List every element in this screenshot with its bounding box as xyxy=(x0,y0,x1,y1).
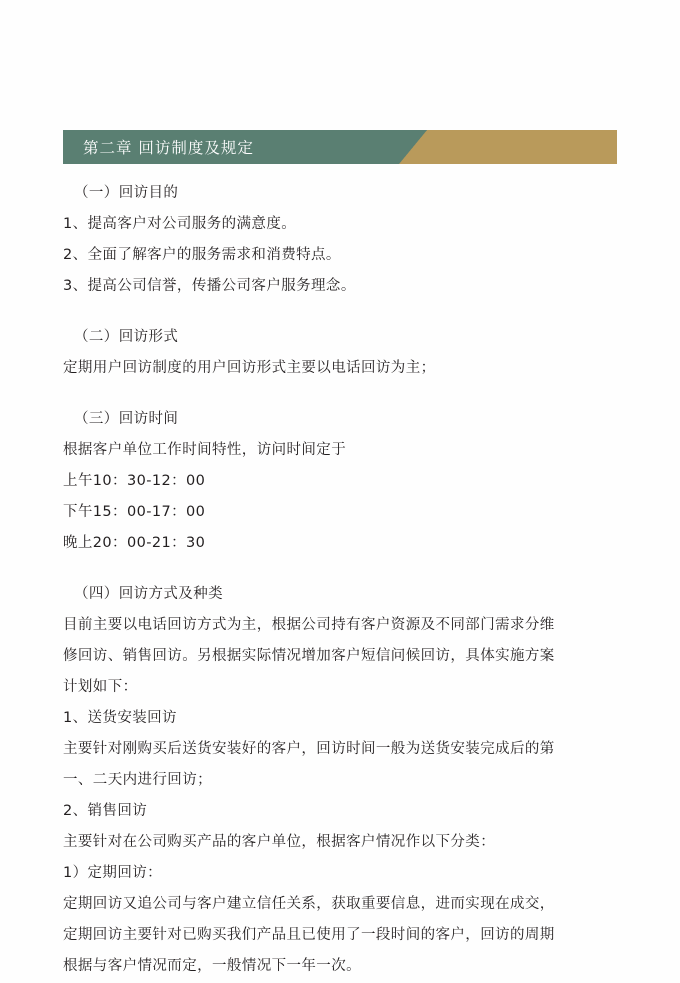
section-gap-3 xyxy=(63,559,623,579)
section-4-line-5: 主要针对刚购买后送货安装好的客户，回访时间一般为送货安装完成后的第 xyxy=(63,741,555,757)
section-3-line-1: 根据客户单位工作时间特性，访问时间定于 xyxy=(63,442,347,458)
section-4-line-6: 一、二天内进行回访； xyxy=(63,772,212,788)
section-4-heading: （四）回访方式及种类 xyxy=(74,586,223,602)
section-4-line-7: 2、销售回访 xyxy=(63,803,148,819)
section-4-line-3: 计划如下： xyxy=(63,679,138,695)
chapter-heading-bar xyxy=(63,130,617,164)
section-3 xyxy=(63,404,623,559)
section-1 xyxy=(63,178,623,302)
section-2-heading: （二）回访形式 xyxy=(74,329,179,345)
section-4-line-11: 定期回访主要针对已购买我们产品且已使用了一段时间的客户，回访的周期 xyxy=(63,927,555,943)
section-3-line-2: 上午10：30-12：00 xyxy=(63,473,206,489)
chapter-heading-accent-band xyxy=(427,130,617,164)
section-2-line-1: 定期用户回访制度的用户回访形式主要以电话回访为主； xyxy=(63,360,436,376)
section-4 xyxy=(63,579,623,982)
section-4-line-8: 主要针对在公司购买产品的客户单位，根据客户情况作以下分类： xyxy=(63,834,496,850)
document-body xyxy=(63,178,623,982)
section-4-line-1: 目前主要以电话回访方式为主，根据公司持有客户资源及不同部门需求分维 xyxy=(63,617,555,633)
section-4-line-9: 1）定期回访： xyxy=(63,865,163,881)
section-2 xyxy=(63,322,623,384)
section-1-line-2: 2、全面了解客户的服务需求和消费特点。 xyxy=(63,247,341,263)
chapter-heading-band xyxy=(63,130,399,164)
section-gap-1 xyxy=(63,302,623,322)
section-3-heading: （三）回访时间 xyxy=(74,411,179,427)
section-1-line-3: 3、提高公司信誉，传播公司客户服务理念。 xyxy=(63,278,356,294)
section-4-line-10: 定期回访又追公司与客户建立信任关系，获取重要信息，进而实现在成交， xyxy=(63,896,555,912)
section-1-line-1: 1、提高客户对公司服务的满意度。 xyxy=(63,216,297,232)
section-4-line-12: 根据与客户情况而定，一般情况下一年一次。 xyxy=(63,958,361,974)
section-gap-2 xyxy=(63,384,623,404)
section-4-line-2: 修回访、销售回访。另根据实际情况增加客户短信问候回访，具体实施方案 xyxy=(63,648,555,664)
chapter-heading-text: 第二章 回访制度及规定 xyxy=(83,139,254,157)
section-3-line-4: 晚上20：00-21：30 xyxy=(63,535,206,551)
chapter-heading-wedge xyxy=(399,130,427,164)
section-3-line-3: 下午15：00-17：00 xyxy=(63,504,206,520)
section-1-heading: （一）回访目的 xyxy=(74,185,179,201)
section-4-line-4: 1、送货安装回访 xyxy=(63,710,177,726)
